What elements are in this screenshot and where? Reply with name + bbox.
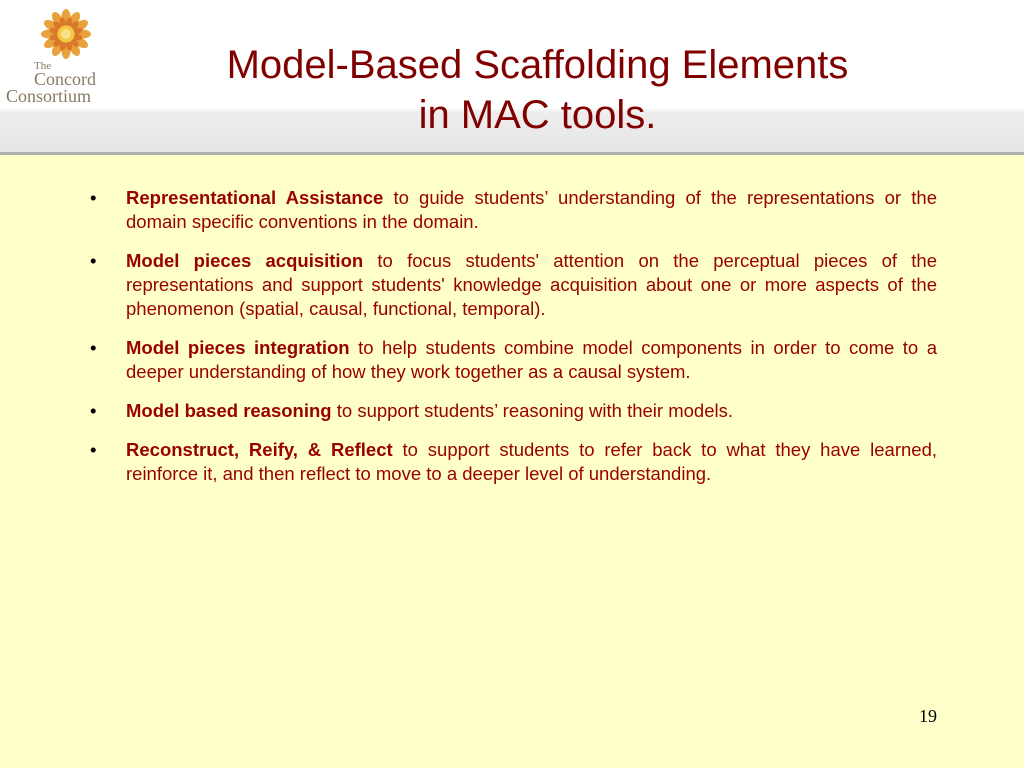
concord-consortium-logo — [4, 8, 108, 106]
bullet-text: to help students combine model components in order to come to a deeper understanding of how they work together as a causal system. — [126, 337, 937, 382]
bullet-text: to support students’ reasoning with their models. — [331, 400, 733, 421]
bullet-marker: • — [90, 250, 97, 271]
page-number: 19 — [919, 706, 937, 726]
logo-text-the: The — [34, 60, 52, 72]
sun-flower-icon — [40, 8, 92, 60]
bullet-term: Model pieces acquisition — [126, 250, 364, 271]
bullet-item-representational-assistance — [90, 186, 937, 234]
bullet-marker: • — [90, 187, 97, 208]
slide-title — [150, 40, 925, 140]
logo-text-consortium: Consortium — [6, 86, 92, 106]
bullet-marker: • — [90, 337, 97, 358]
bullet-item-model-based-reasoning — [90, 399, 937, 423]
slide-title-line-2: in MAC tools. — [418, 93, 657, 137]
bullet-item-model-pieces-acquisition — [90, 249, 937, 321]
slide-title-line-1: Model-Based Scaffolding Elements — [226, 43, 849, 87]
bullet-text: to focus students' attention on the perceptual pieces of the representations and support students' knowledge acquisition about one or more aspects of the phenomenon (spatial, causal, functional, temporal). — [126, 250, 937, 319]
bullet-term: Model based reasoning — [126, 400, 332, 421]
bullet-list — [90, 186, 937, 501]
bullet-text: to guide students’ understanding of the representations or the domain specific conventions in the domain. — [126, 187, 937, 232]
bullet-marker: • — [90, 439, 97, 460]
bullet-item-model-pieces-integration — [90, 336, 937, 384]
bullet-text: to support students to refer back to what they have learned, reinforce it, and then reflect to move to a deeper level of understanding. — [126, 439, 937, 484]
bullet-term: Model pieces integration — [126, 337, 350, 358]
bullet-term: Reconstruct, Reify, & Reflect — [126, 439, 393, 460]
bullet-marker: • — [90, 400, 97, 421]
logo-text-concord: Concord — [34, 69, 96, 89]
bullet-term: Representational Assistance — [126, 187, 384, 208]
bullet-item-reconstruct-reify-reflect — [90, 438, 937, 486]
